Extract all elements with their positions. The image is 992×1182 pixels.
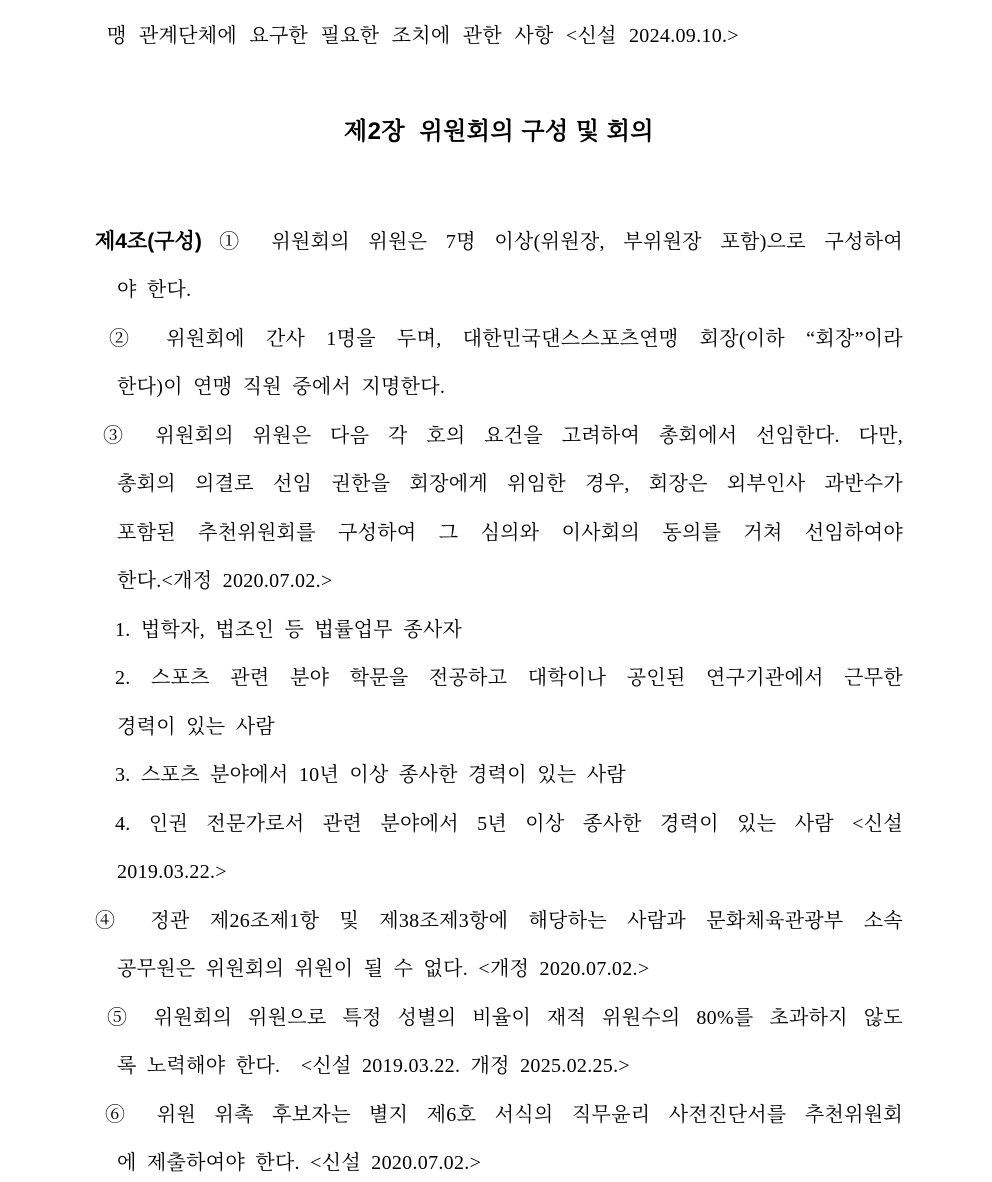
body-line: ⑥ 위원 위촉 후보자는 별지 제6호 서식의 직무윤리 사전진단서를 추천위원회 [105,1103,903,1126]
chapter-heading: 제2장 위원회의 구성 및 회의 [343,117,655,145]
article-4-label: 제4조(구성) [95,229,202,253]
body-line: 2019.03.22.> [117,861,227,883]
body-line: 경력이 있는 사람 [117,715,275,738]
intro-line: 맹 관계단체에 요구한 필요한 조치에 관한 사항 <신설 2024.09.10.> [107,25,739,47]
body-line: 4. 인권 전문가로서 관련 분야에서 5년 이상 종사한 경력이 있는 사람 <신설 [115,812,903,835]
body-line: 3. 스포츠 분야에서 10년 이상 종사한 경력이 있는 사람 [115,764,626,786]
body-line: 공무원은 위원회의 위원이 될 수 없다. <개정 2020.07.02.> [117,958,650,980]
body-line: ⑤ 위원회의 위원으로 특정 성별의 비율이 재적 위원수의 80%를 초과하지 않도 [107,1006,903,1029]
body-line: ② 위원회에 간사 1명을 두며, 대한민국댄스스포츠연맹 회장(이하 “회장”이라 [109,327,903,350]
body-line: ④ 정관 제26조제1항 및 제38조제3항에 해당하는 사람과 문화체육관광부 소속 [95,909,903,932]
body-line: 에 제출하여야 한다. <신설 2020.07.02.> [117,1152,482,1174]
body-line: ③ 위원회의 위원은 다음 각 호의 요건을 고려하여 총회에서 선임한다. 다만, [103,424,903,447]
article-4-clause-1: ① 위원회의 위원은 7명 이상(위원장, 부위원장 포함)으로 구성하여 [205,230,903,253]
body-line: 야 한다. [117,279,192,301]
body-line: 포함된 추천위원회를 구성하여 그 심의와 이사회의 동의를 거쳐 선임하여야 [117,521,903,544]
body-line: 1. 법학자, 법조인 등 법률업무 종사자 [115,618,463,641]
article-4-first-line [95,218,903,267]
body-line: 한다.<개정 2020.07.02.> [117,570,333,592]
article-4-body [95,218,903,1182]
body-line: 2. 스포츠 관련 분야 학문을 전공하고 대학이나 공인된 연구기관에서 근무한 [115,667,903,689]
body-line: 한다)이 연맹 직원 중에서 지명한다. [117,376,446,398]
body-line: 록 노력해야 한다. <신설 2019.03.22. 개정 2025.02.25.> [117,1055,630,1077]
body-line: 총회의 의결로 선임 권한을 회장에게 위임한 경우, 회장은 외부인사 과반수가 [117,473,903,495]
